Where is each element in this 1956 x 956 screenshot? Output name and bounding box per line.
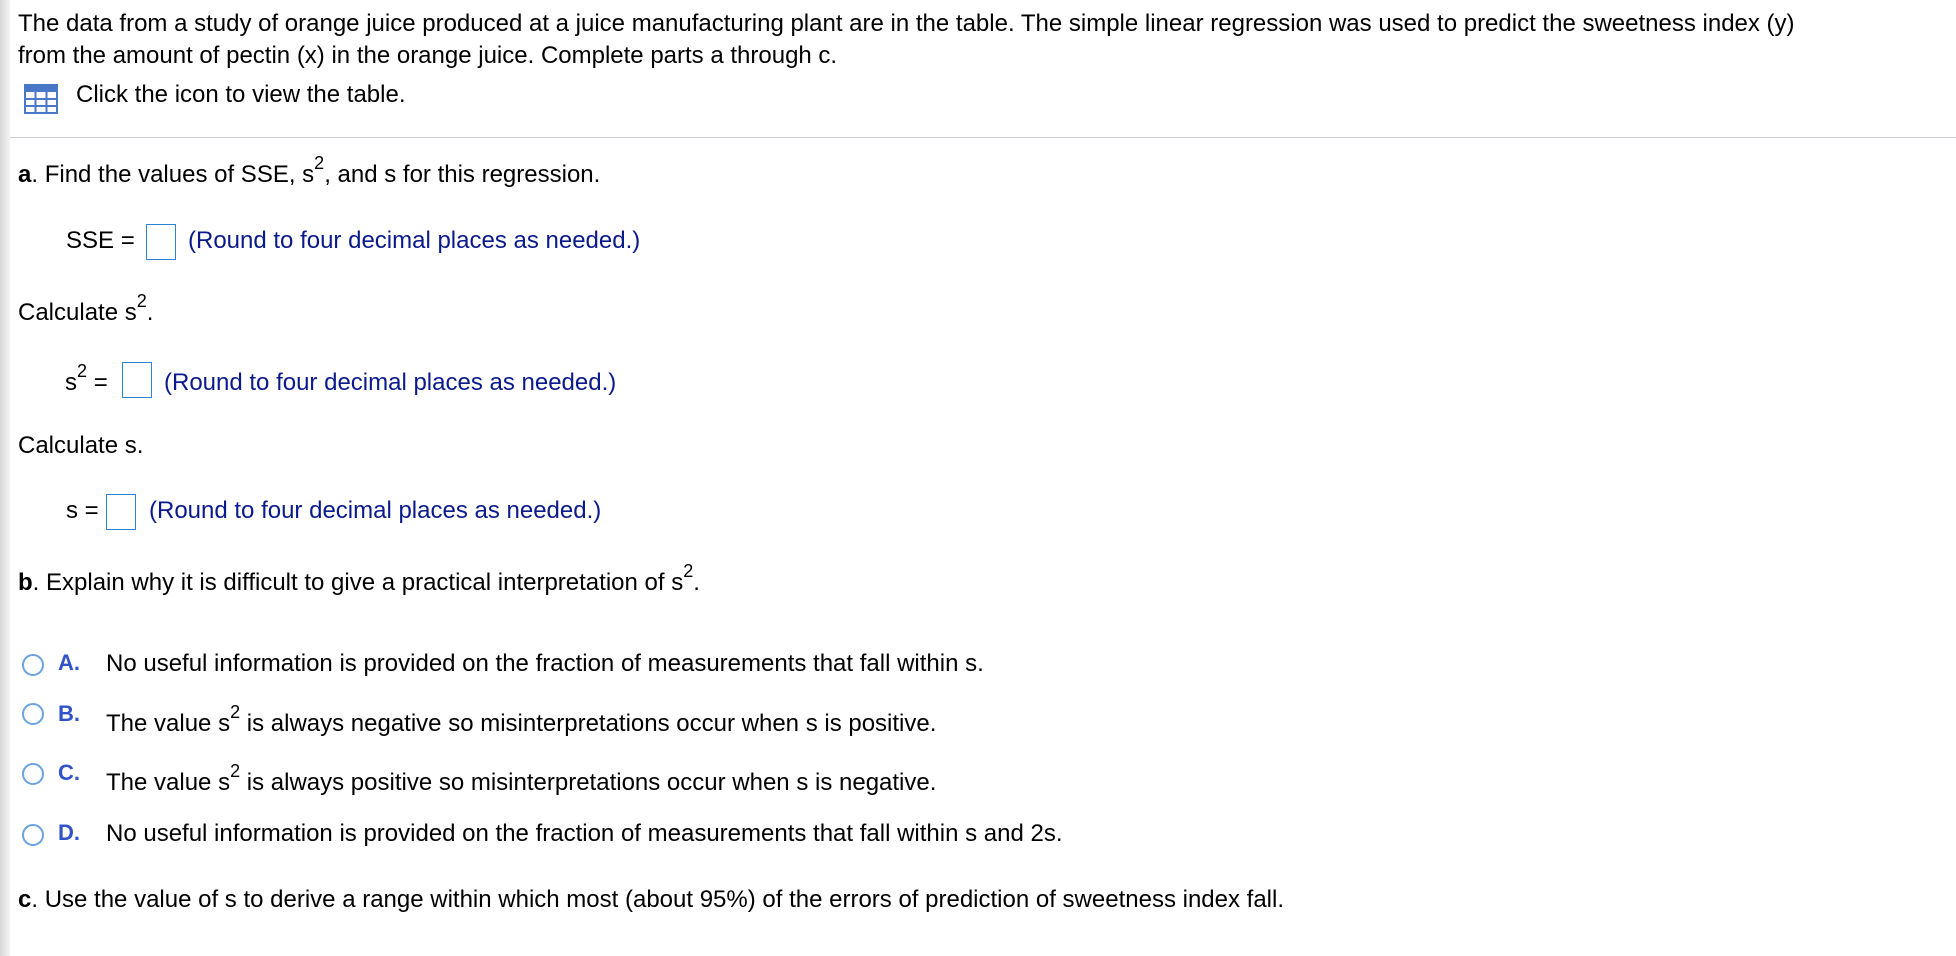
s-label: s = bbox=[66, 497, 99, 524]
option-a-text[interactable]: No useful information is provided on the fraction of measurements that fall within s. bbox=[106, 650, 984, 677]
intro-line-1: The data from a study of orange juice produced at a juice manufacturing plant are in the table. The simple linear regression was used to predict the sweetness index (y) bbox=[18, 10, 1795, 37]
option-b-sup: 2 bbox=[230, 702, 241, 722]
part-b-prompt-text: . Explain why it is difficult to give a practical interpretation of s bbox=[32, 569, 684, 596]
s2-input[interactable] bbox=[122, 362, 152, 398]
calculate-s2-heading bbox=[18, 291, 154, 328]
sse-input[interactable] bbox=[146, 224, 176, 260]
option-d-text[interactable]: No useful information is provided on the fraction of measurements that fall within s and 2s. bbox=[106, 820, 1063, 847]
option-c-text[interactable] bbox=[106, 761, 937, 798]
view-table-link-text[interactable]: Click the icon to view the table. bbox=[76, 81, 406, 108]
option-b-text-after: is always negative so misinterpretations occur when s is positive. bbox=[240, 710, 937, 737]
s2-label-base: s bbox=[65, 369, 77, 396]
option-b-letter[interactable]: B. bbox=[58, 701, 80, 726]
sse-label: SSE = bbox=[66, 227, 135, 254]
part-c-prompt bbox=[18, 885, 1284, 915]
section-divider bbox=[10, 137, 1956, 138]
intro-text bbox=[18, 8, 1948, 72]
part-a-prompt-sup: 2 bbox=[314, 153, 325, 173]
part-a-prompt-text: . Find the values of SSE, s bbox=[31, 161, 315, 188]
option-c-radio[interactable] bbox=[22, 763, 44, 785]
table-grid-icon[interactable] bbox=[24, 84, 58, 114]
option-a-radio[interactable] bbox=[22, 654, 44, 676]
option-d-letter[interactable]: D. bbox=[58, 820, 80, 845]
s2-round-hint: (Round to four decimal places as needed.) bbox=[164, 369, 617, 396]
option-c-letter[interactable]: C. bbox=[58, 760, 80, 785]
part-b-prompt bbox=[18, 561, 700, 598]
s-round-hint: (Round to four decimal places as needed.) bbox=[149, 497, 602, 524]
option-c-text-before: The value s bbox=[106, 769, 231, 796]
sse-round-hint: (Round to four decimal places as needed.) bbox=[188, 227, 641, 254]
s2-label bbox=[65, 361, 108, 398]
calculate-s-heading: Calculate s. bbox=[18, 432, 144, 459]
s2-label-sup: 2 bbox=[77, 361, 88, 381]
option-a-letter[interactable]: A. bbox=[58, 650, 80, 675]
part-a-prompt bbox=[18, 153, 601, 190]
option-b-text-before: The value s bbox=[106, 710, 231, 737]
option-c-text-after: is always positive so misinterpretations occur when s is negative. bbox=[240, 769, 937, 796]
part-a-prompt-after: , and s for this regression. bbox=[324, 161, 601, 188]
intro-line-2: from the amount of pectin (x) in the orange juice. Complete parts a through c. bbox=[18, 42, 838, 69]
option-b-text[interactable] bbox=[106, 702, 937, 739]
s-input[interactable] bbox=[106, 494, 136, 530]
part-b-prompt-after: . bbox=[693, 569, 700, 596]
option-b-radio[interactable] bbox=[22, 703, 44, 725]
part-c-prompt-text: . Use the value of s to derive a range within which most (about 95%) of the errors of prediction of sweetness index fall. bbox=[31, 886, 1284, 913]
part-c-letter: c bbox=[18, 886, 32, 913]
calc-s2-sup: 2 bbox=[136, 291, 147, 311]
part-a-letter: a bbox=[18, 161, 32, 188]
calc-s2-text: Calculate s bbox=[18, 299, 137, 326]
part-b-letter: b bbox=[18, 569, 33, 596]
option-c-sup: 2 bbox=[230, 761, 241, 781]
left-rail bbox=[0, 0, 10, 956]
option-d-radio[interactable] bbox=[22, 824, 44, 846]
s2-label-eq: = bbox=[93, 369, 108, 396]
part-b-prompt-sup: 2 bbox=[683, 561, 694, 581]
calc-s2-after: . bbox=[146, 299, 154, 326]
